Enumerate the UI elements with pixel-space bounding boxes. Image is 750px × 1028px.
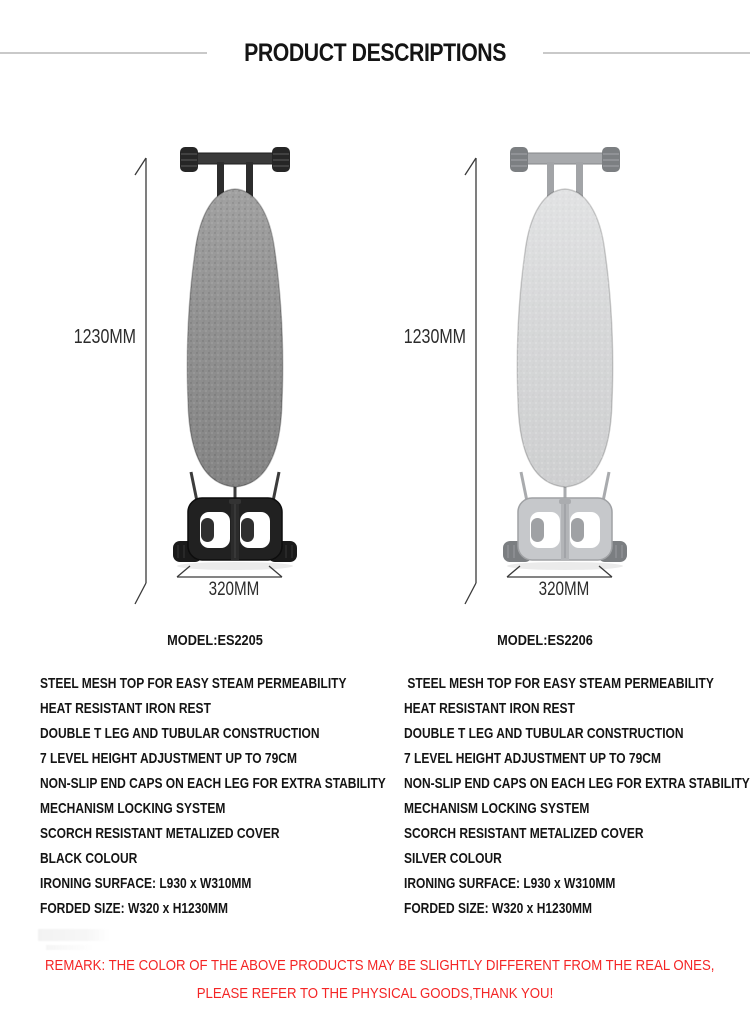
feature-list-silver [404, 671, 750, 921]
width-dimension-label: 320MM [538, 579, 590, 600]
feature-item: HEAT RESISTANT IRON REST [40, 700, 211, 717]
dimension-arrows [50, 130, 380, 610]
dimension-arrows [380, 130, 710, 610]
remark-line-2: PLEASE REFER TO THE PHYSICAL GOODS,THANK YOU! [196, 985, 554, 1002]
feature-list-black [40, 671, 386, 921]
feature-item: NON-SLIP END CAPS ON EACH LEG FOR EXTRA STABILITY [40, 775, 386, 792]
model-label-es2205: MODEL:ES2205 [167, 632, 263, 649]
remark-line-1: REMARK: THE COLOR OF THE ABOVE PRODUCTS MAY BE SLIGHTLY DIFFERENT FROM THE REAL ONES, [45, 957, 715, 974]
remark-note [0, 952, 750, 1008]
header-rule-left [0, 52, 207, 54]
feature-item: STEEL MESH TOP FOR EASY STEAM PERMEABILITY [404, 675, 714, 692]
feature-item: SCORCH RESISTANT METALIZED COVER [40, 825, 280, 842]
feature-item: SILVER COLOUR [404, 850, 502, 867]
page-title: PRODUCT DESCRIPTIONS [244, 38, 506, 67]
section-header [0, 37, 750, 69]
feature-item: MECHANISM LOCKING SYSTEM [404, 800, 590, 817]
feature-item: 7 LEVEL HEIGHT ADJUSTMENT UP TO 79CM [404, 750, 661, 767]
feature-item: BLACK COLOUR [40, 850, 138, 867]
feature-item: 7 LEVEL HEIGHT ADJUSTMENT UP TO 79CM [40, 750, 297, 767]
height-dimension-label: 1230MM [73, 326, 136, 348]
feature-item: DOUBLE T LEG AND TUBULAR CONSTRUCTION [40, 725, 320, 742]
feature-item: IRONING SURFACE: L930 x W310MM [40, 875, 252, 892]
height-dimension-label: 1230MM [403, 326, 466, 348]
feature-item: IRONING SURFACE: L930 x W310MM [404, 875, 616, 892]
feature-item: MECHANISM LOCKING SYSTEM [40, 800, 226, 817]
feature-item: FORDED SIZE: W320 x H1230MM [40, 900, 229, 917]
header-rule-right [543, 52, 750, 54]
product-figure-silver [380, 130, 710, 610]
feature-item: SCORCH RESISTANT METALIZED COVER [404, 825, 644, 842]
feature-item: HEAT RESISTANT IRON REST [404, 700, 575, 717]
feature-item: FORDED SIZE: W320 x H1230MM [404, 900, 593, 917]
width-dimension-label: 320MM [208, 579, 260, 600]
feature-item: DOUBLE T LEG AND TUBULAR CONSTRUCTION [404, 725, 684, 742]
feature-item: STEEL MESH TOP FOR EASY STEAM PERMEABILITY [40, 675, 347, 692]
product-figure-black [50, 130, 380, 610]
feature-item: NON-SLIP END CAPS ON EACH LEG FOR EXTRA STABILITY [404, 775, 750, 792]
model-label-es2206: MODEL:ES2206 [497, 632, 593, 649]
